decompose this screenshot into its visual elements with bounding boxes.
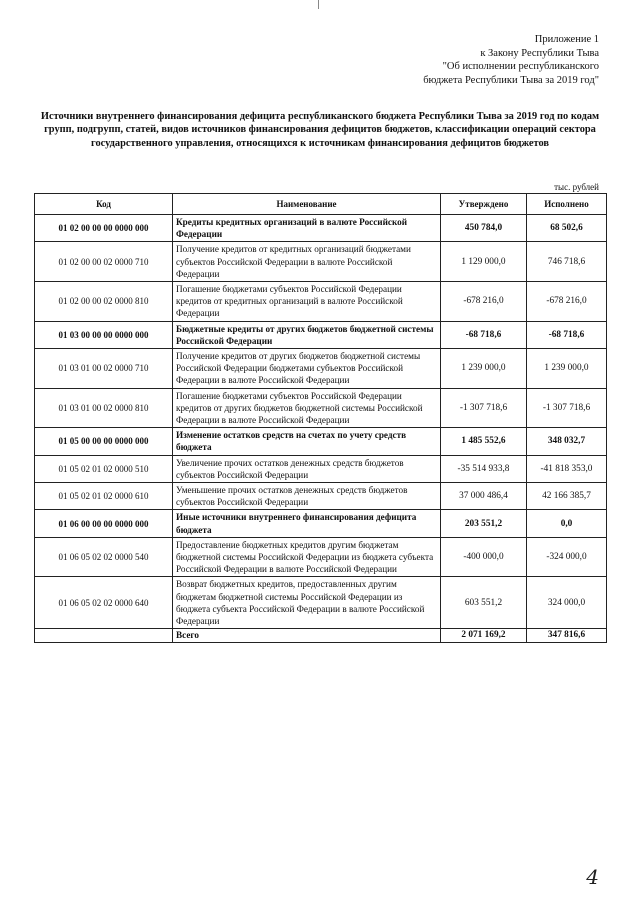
row-name: Возврат бюджетных кредитов, предоставленных другим бюджетам бюджетной системы Российской Федерации из бюджета субъекта Российской Федерации в валюте Российской Федерации: [173, 577, 441, 629]
row-code: 01 05 02 01 02 0000 510: [35, 455, 173, 482]
table-row: [35, 537, 607, 577]
total-label: Всего: [173, 629, 441, 643]
table-row: [35, 282, 607, 322]
row-executed: -324 000,0: [527, 537, 607, 577]
row-code: 01 03 01 00 02 0000 710: [35, 349, 173, 389]
row-code: 01 06 00 00 00 0000 000: [35, 510, 173, 537]
row-code: 01 02 00 00 02 0000 810: [35, 282, 173, 322]
handwritten-page-number: 4: [586, 865, 599, 889]
appendix-line-3: "Об исполнении республиканского: [442, 61, 599, 73]
table-header-row: [35, 194, 607, 215]
row-name: Получение кредитов от других бюджетов бюджетной системы Российской Федерации бюджетами субъектов Российской Федерации в валюте Российской Федерации: [173, 349, 441, 389]
row-code: 01 02 00 00 00 0000 000: [35, 215, 173, 242]
appendix-header: [423, 33, 599, 87]
row-executed: 0,0: [527, 510, 607, 537]
row-code: 01 06 05 02 02 0000 640: [35, 577, 173, 629]
row-executed: 746 718,6: [527, 242, 607, 282]
row-approved: 603 551,2: [441, 577, 527, 629]
row-name: Кредиты кредитных организаций в валюте Российской Федерации: [173, 215, 441, 242]
row-approved: 1 129 000,0: [441, 242, 527, 282]
row-executed: -1 307 718,6: [527, 388, 607, 428]
row-approved: -1 307 718,6: [441, 388, 527, 428]
row-executed: 348 032,7: [527, 428, 607, 455]
table-row: [35, 455, 607, 482]
header-approved: Утверждено: [441, 194, 527, 215]
row-approved: 203 551,2: [441, 510, 527, 537]
total-approved: 2 071 169,2: [441, 629, 527, 643]
row-name: Уменьшение прочих остатков денежных средств бюджетов субъектов Российской Федерации: [173, 483, 441, 510]
row-code: 01 05 00 00 00 0000 000: [35, 428, 173, 455]
appendix-line-2: к Закону Республики Тыва: [480, 47, 599, 59]
row-executed: 68 502,6: [527, 215, 607, 242]
row-code: 01 06 05 02 02 0000 540: [35, 537, 173, 577]
row-name: Увеличение прочих остатков денежных средств бюджетов субъектов Российской Федерации: [173, 455, 441, 482]
total-executed: 347 816,6: [527, 629, 607, 643]
row-executed: -68 718,6: [527, 321, 607, 348]
row-approved: 37 000 486,4: [441, 483, 527, 510]
row-executed: 1 239 000,0: [527, 349, 607, 389]
table-row: [35, 483, 607, 510]
row-approved: -35 514 933,8: [441, 455, 527, 482]
table-body: [35, 215, 607, 643]
appendix-line-4: бюджета Республики Тыва за 2019 год": [423, 74, 599, 86]
row-name: Бюджетные кредиты от других бюджетов бюджетной системы Российской Федерации: [173, 321, 441, 348]
table-row: [35, 510, 607, 537]
row-name: Изменение остатков средств на счетах по учету средств бюджета: [173, 428, 441, 455]
row-executed: 42 166 385,7: [527, 483, 607, 510]
row-code: 01 02 00 00 02 0000 710: [35, 242, 173, 282]
table-row: [35, 215, 607, 242]
scan-tick-mark: [318, 0, 319, 9]
total-row: [35, 629, 607, 643]
table-row: [35, 428, 607, 455]
row-name: Получение кредитов от кредитных организаций бюджетами субъектов Российской Федерации в валюте Российской Федерации: [173, 242, 441, 282]
row-executed: -41 818 353,0: [527, 455, 607, 482]
row-approved: -68 718,6: [441, 321, 527, 348]
appendix-line-1: Приложение 1: [534, 34, 599, 45]
row-name: Погашение бюджетами субъектов Российской Федерации кредитов от других бюджетов бюджетной системы Российской Федерации в валюте Российской Федерации: [173, 388, 441, 428]
table-row: [35, 349, 607, 389]
row-approved: 1 239 000,0: [441, 349, 527, 389]
financing-sources-table: [34, 193, 607, 643]
table-row: [35, 321, 607, 348]
table-row: [35, 242, 607, 282]
row-approved: 1 485 552,6: [441, 428, 527, 455]
header-code: Код: [35, 194, 173, 215]
table-row: [35, 388, 607, 428]
row-name: Погашение бюджетами субъектов Российской Федерации кредитов от кредитных организаций в валюте Российской Федерации: [173, 282, 441, 322]
row-code: 01 05 02 01 02 0000 610: [35, 483, 173, 510]
row-executed: -678 216,0: [527, 282, 607, 322]
row-name: Иные источники внутреннего финансирования дефицита бюджета: [173, 510, 441, 537]
row-approved: 450 784,0: [441, 215, 527, 242]
header-executed: Исполнено: [527, 194, 607, 215]
header-name: Наименование: [173, 194, 441, 215]
row-approved: -678 216,0: [441, 282, 527, 322]
row-executed: 324 000,0: [527, 577, 607, 629]
row-name: Предоставление бюджетных кредитов другим бюджетам бюджетной системы Российской Федерации из бюджета субъекта Российской Федерации в валюте Российской Федерации: [173, 537, 441, 577]
row-approved: -400 000,0: [441, 537, 527, 577]
units-label: тыс. рублей: [554, 182, 599, 192]
table-row: [35, 577, 607, 629]
row-code: 01 03 01 00 02 0000 810: [35, 388, 173, 428]
row-code: 01 03 00 00 00 0000 000: [35, 321, 173, 348]
document-title: Источники внутреннего финансирования дефицита республиканского бюджета Республики Тыва за 2019 год по кодам групп, подгрупп, статей, видов источников финансирования дефицитов бюджетов, классификации операций сектора государственного управления, относящихся к источникам финансирования дефицитов бюджетов: [40, 111, 600, 149]
total-code: [35, 629, 173, 643]
